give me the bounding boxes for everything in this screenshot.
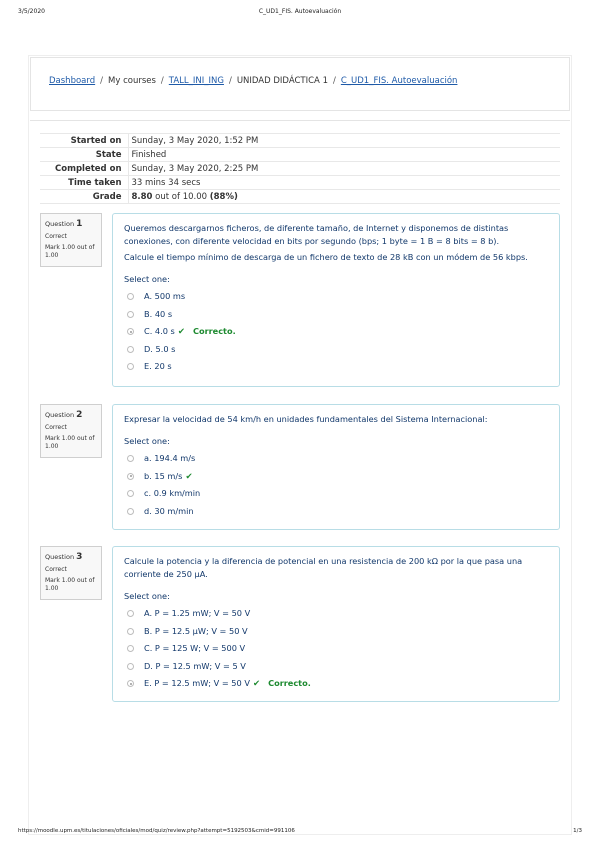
breadcrumb-unit: UNIDAD DIDÁCTICA 1 (236, 76, 328, 86)
question-number: Question 3 (45, 552, 83, 562)
question-state: Correct (45, 424, 67, 431)
radio-button[interactable] (127, 645, 134, 652)
question-number: Question 2 (45, 410, 83, 420)
option-label: d. 30 m/min (144, 505, 194, 516)
check-icon: ✔ (185, 471, 193, 482)
question-state: Correct (45, 566, 67, 573)
print-page-number: 1/3 (573, 828, 582, 834)
question-text: Calcule la potencia y la diferencia de potencial en una resistencia de 200 kΩ por la que pasa una corriente de 250 μA. (124, 556, 523, 579)
summary-row (40, 134, 560, 148)
question-mark: Mark 1.00 out of 1.00 (45, 577, 95, 592)
print-title: C_UD1_FIS. Autoevaluación (258, 8, 342, 15)
print-header (0, 8, 600, 20)
print-date: 3/5/2020 (18, 8, 45, 15)
check-icon: ✔ (252, 679, 261, 689)
summary-label: Started on (40, 134, 128, 148)
radio-button[interactable] (127, 346, 134, 353)
option-label: B. P = 12.5 μW; V = 50 V (144, 625, 248, 636)
answer-option-selected[interactable] (124, 675, 548, 693)
summary-row (40, 148, 560, 162)
breadcrumb-dashboard-link[interactable]: Dashboard (49, 76, 96, 86)
radio-button[interactable] (127, 490, 134, 497)
answer-option[interactable] (124, 658, 548, 676)
radio-button[interactable] (127, 311, 134, 318)
radio-button[interactable] (127, 628, 134, 635)
print-url: https://moodle.upm.es/titulaciones/oficiales/mod/quiz/review.php?attempt=5192503&cmid=991106 (18, 828, 295, 834)
print-footer (0, 828, 600, 838)
feedback-correct: Correcto. (192, 326, 236, 336)
breadcrumb-separator: / (160, 76, 164, 86)
check-icon: ✔ (177, 327, 185, 337)
option-label: C. 4.0 s (144, 326, 175, 336)
answer-option[interactable] (124, 623, 548, 641)
select-one-label: Select one: (124, 436, 170, 446)
summary-value: Finished (131, 149, 167, 160)
summary-row (40, 176, 560, 190)
radio-button[interactable] (127, 663, 134, 670)
answer-option[interactable] (124, 450, 548, 468)
question-mark: Mark 1.00 out of 1.00 (45, 435, 95, 450)
radio-button[interactable] (127, 363, 134, 370)
summary-table (40, 133, 560, 204)
answer-option[interactable] (124, 341, 548, 359)
summary-grade-row (40, 190, 560, 204)
summary-value: Sunday, 3 May 2020, 1:52 PM (131, 135, 259, 146)
question-state: Correct (45, 233, 67, 240)
summary-value: 33 mins 34 secs (131, 177, 201, 188)
radio-button-checked[interactable] (127, 680, 134, 687)
radio-button[interactable] (127, 610, 134, 617)
option-label: E. 20 s (144, 361, 172, 371)
summary-label: State (40, 148, 128, 162)
answer-option[interactable] (124, 358, 548, 376)
answer-option-selected[interactable] (124, 323, 548, 341)
question-content (112, 213, 560, 387)
breadcrumb-my-courses: My courses (108, 76, 156, 86)
breadcrumb-separator: / (332, 76, 336, 86)
question-text: Expresar la velocidad de 54 km/h en unidades fundamentales del Sistema Internacional: (124, 414, 488, 424)
option-label: B. 40 s (144, 308, 173, 319)
breadcrumb-quiz-link[interactable]: C_UD1_FIS. Autoevaluación (340, 76, 458, 86)
breadcrumb-course-link[interactable]: TALL_INI_ING (168, 76, 224, 86)
question-content (112, 546, 560, 702)
answer-option-selected[interactable] (124, 468, 548, 486)
answer-option[interactable] (124, 605, 548, 623)
grade-percent: (88%) (209, 191, 238, 202)
select-one-label: Select one: (124, 591, 170, 601)
answer-option[interactable] (124, 288, 548, 306)
grade-value (128, 190, 560, 204)
question-text: Queremos descargarnos ficheros, de diferente tamaño, de Internet y disponemos de distintas conexiones, con diferente velocidad en bits por segundo (bps; 1 byte = 1 B = 8 bits = 8 b). (124, 223, 509, 246)
answer-option[interactable] (124, 640, 548, 658)
option-label: D. 5.0 s (144, 343, 176, 354)
attempt-summary (30, 120, 570, 216)
radio-button[interactable] (127, 293, 134, 300)
question-content (112, 404, 560, 530)
select-one-label: Select one: (124, 274, 170, 284)
summary-label: Time taken (40, 176, 128, 190)
option-label: A. 500 ms (144, 291, 186, 301)
breadcrumb (49, 76, 457, 86)
radio-button-checked[interactable] (127, 328, 134, 335)
question-info (40, 213, 102, 267)
answer-option[interactable] (124, 503, 548, 521)
option-label: b. 15 m/s (144, 470, 183, 481)
summary-label: Completed on (40, 162, 128, 176)
feedback-correct: Correcto. (268, 678, 311, 688)
radio-button[interactable] (127, 508, 134, 515)
option-label: c. 0.9 km/min (144, 488, 201, 498)
option-label: C. P = 125 W; V = 500 V (144, 643, 246, 653)
question-number: Question 1 (45, 219, 83, 229)
option-label: E. P = 12.5 mW; V = 50 V (144, 678, 250, 688)
radio-button-checked[interactable] (127, 473, 134, 480)
breadcrumb-card (30, 57, 570, 111)
summary-row (40, 162, 560, 176)
grade-out-of: out of 10.00 (152, 191, 210, 202)
breadcrumb-separator: / (228, 76, 232, 86)
question-text: Calcule el tiempo mínimo de descarga de un fichero de texto de 28 kB con un módem de 56 kbps. (124, 252, 528, 262)
question-info (40, 404, 102, 458)
answer-option[interactable] (124, 485, 548, 503)
option-label: A. P = 1.25 mW; V = 50 V (144, 608, 251, 618)
answer-option[interactable] (124, 306, 548, 324)
question-info (40, 546, 102, 600)
question-mark: Mark 1.00 out of 1.00 (45, 244, 95, 259)
grade-score: 8.80 (131, 191, 153, 202)
option-label: a. 194.4 m/s (144, 453, 196, 463)
option-label: D. P = 12.5 mW; V = 5 V (144, 660, 246, 671)
breadcrumb-separator: / (100, 76, 103, 86)
summary-value: Sunday, 3 May 2020, 2:25 PM (131, 163, 259, 174)
radio-button[interactable] (127, 455, 134, 462)
grade-label: Grade (40, 190, 128, 204)
